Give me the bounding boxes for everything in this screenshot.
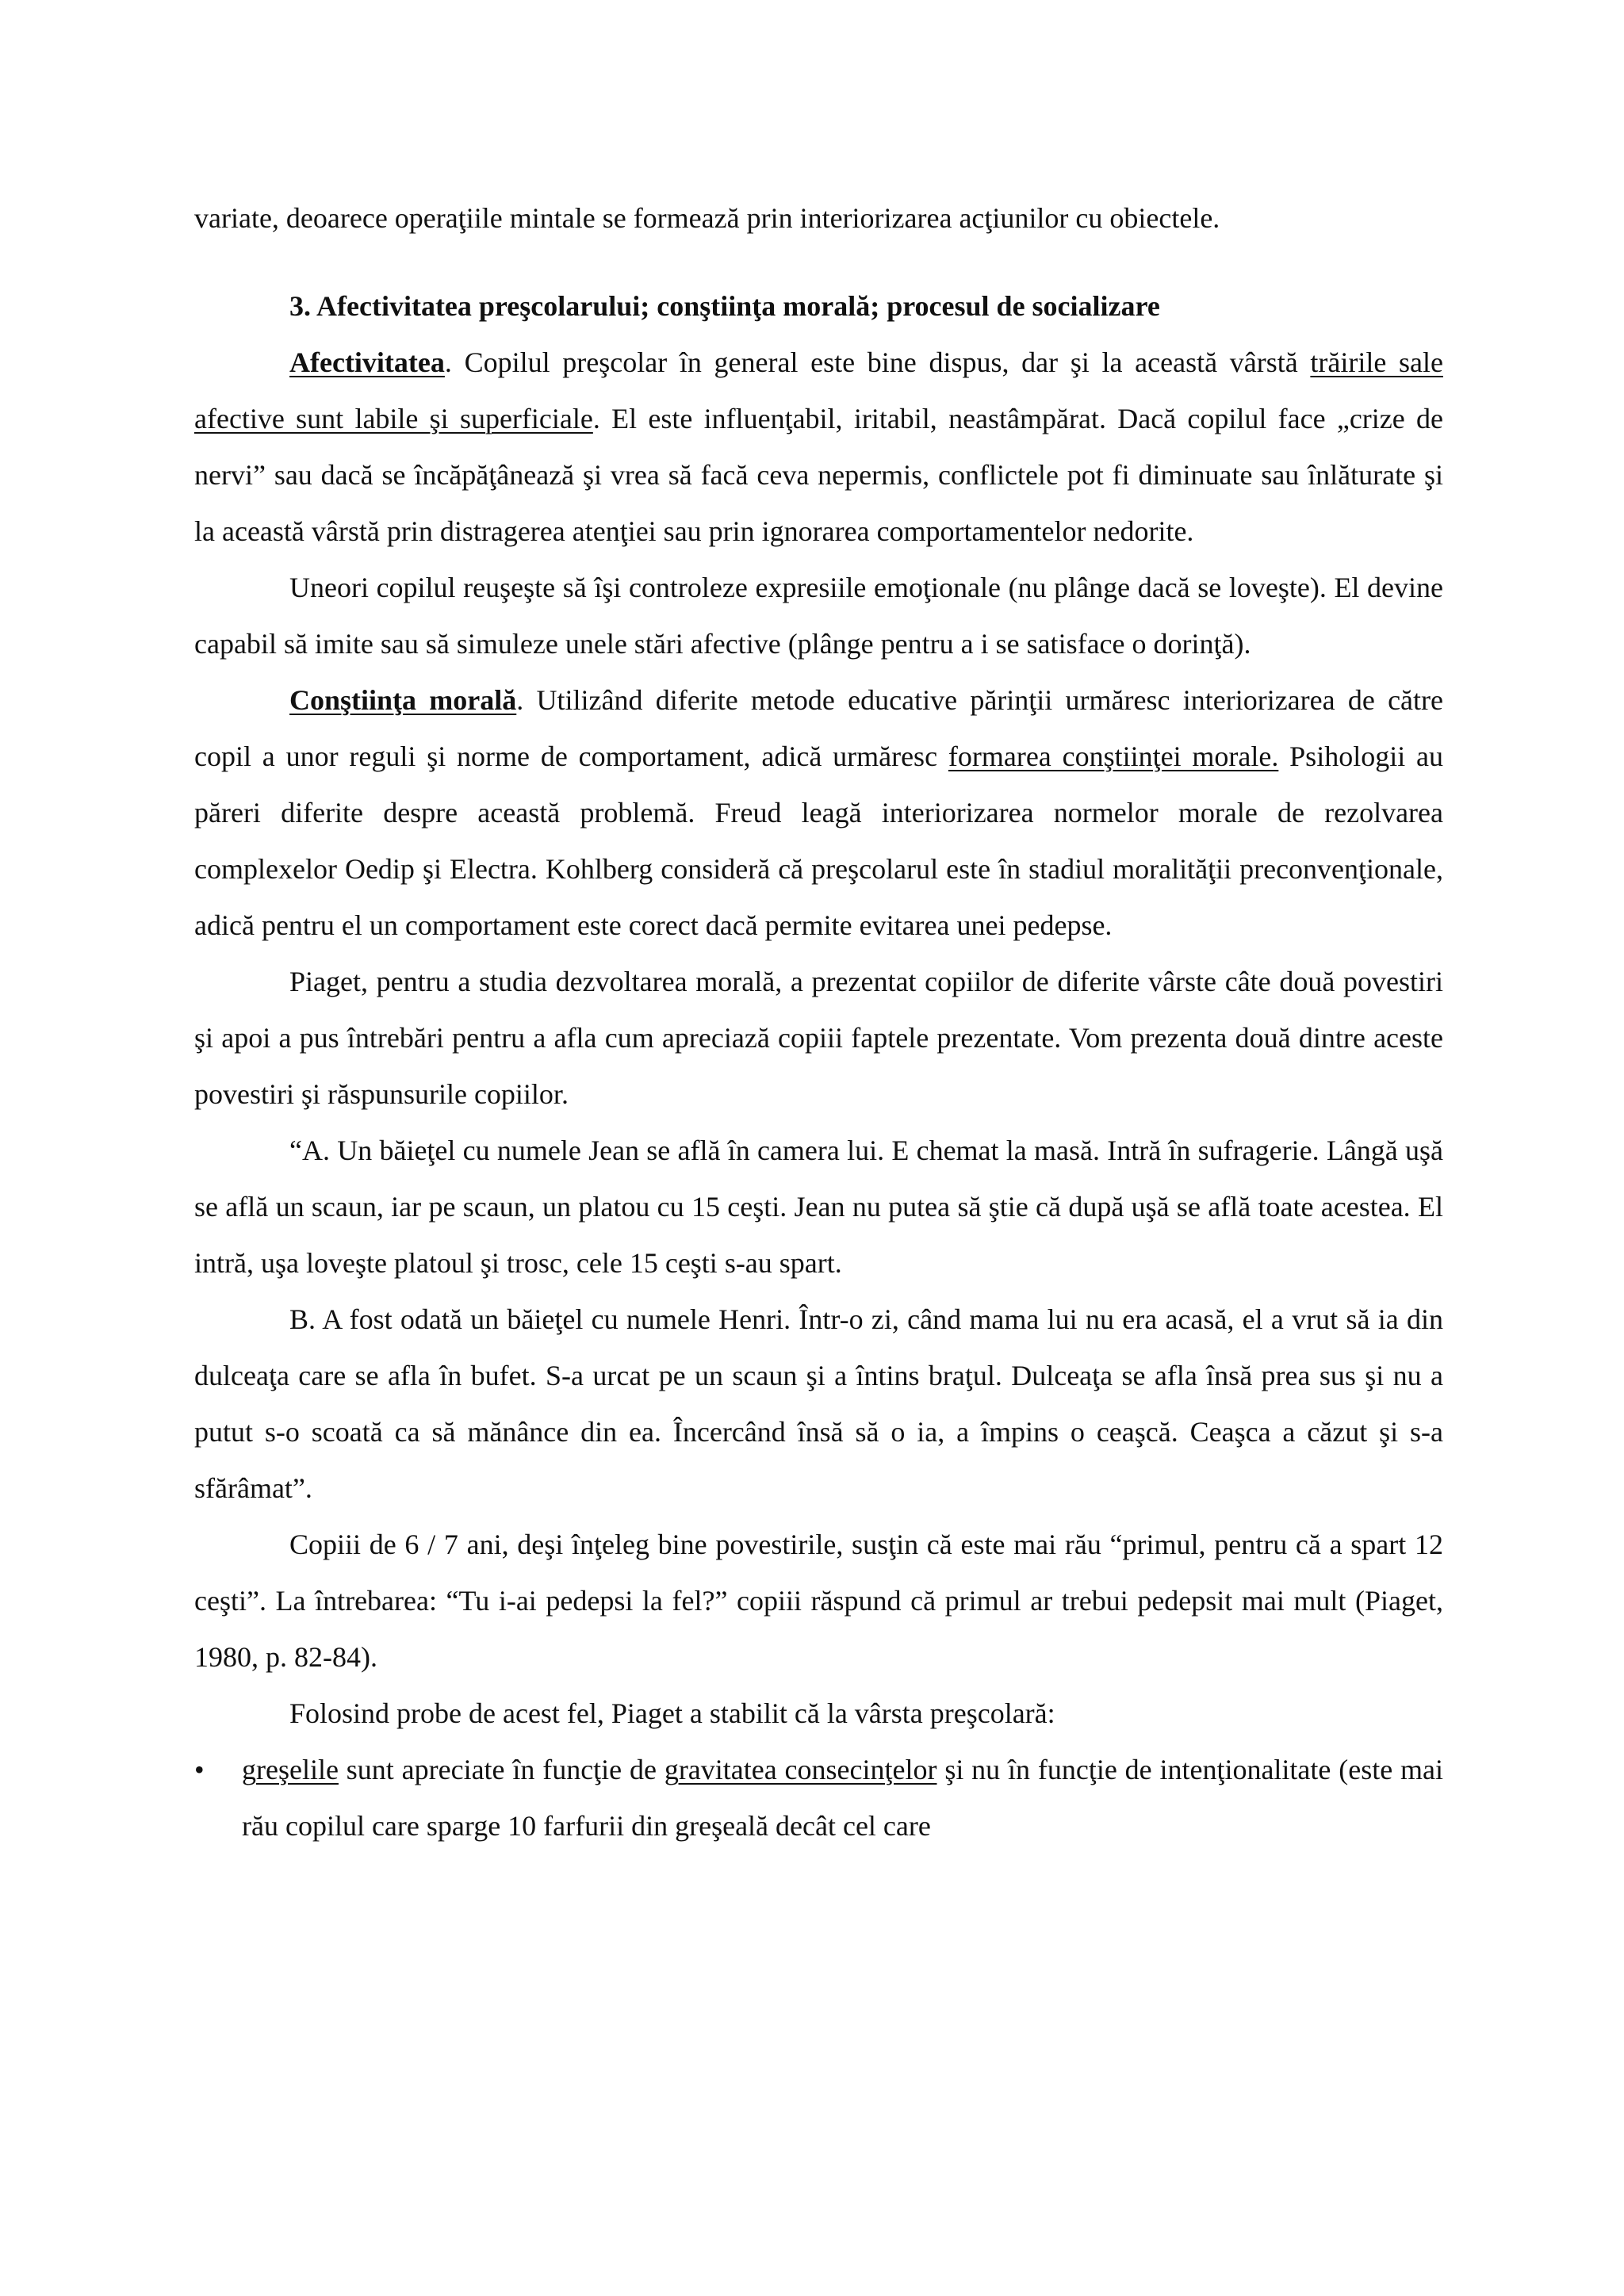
bullet-symbol: • xyxy=(194,1754,205,1785)
term-constiinta-morala: Conştiinţa morală xyxy=(289,684,517,716)
paragraph-children-answers: Copiii de 6 / 7 ani, deşi înţeleg bine povestirile, susţin că este mai rău “primul, pentru că a spart 12 ceşti”. La întrebarea: “Tu i-ai pedepsi la fel?” copiii răspund că primul ar trebui pedepsit mai mult (Piaget, 1980, p. 82-84). xyxy=(194,1529,1443,1673)
paragraph-story-a: “A. Un băieţel cu numele Jean se află în camera lui. E chemat la masă. Intră în sufragerie. Lângă uşă se află un scaun, iar pe scaun, un platou cu 15 ceşti. Jean nu putea să ştie că după uşă se află toate acestea. El intră, uşa loveşte platoul şi trosc, cele 15 ceşti s-au spart. xyxy=(194,1135,1443,1279)
text-span: Psihologii au păreri diferite despre această problemă. Freud leagă interiorizarea normelor morale de rezolvarea complexelor Oedip şi Electra. Kohlberg consideră că preşcolarul este în stadiul moralităţii preconvenţionale, adică pentru el un comportament este corect dacă permite evitarea unei pedepse. xyxy=(194,740,1443,941)
bullet-item xyxy=(194,1742,1443,1854)
paragraph-piaget-conclusion: Folosind probe de acest fel, Piaget a stabilit că la vârsta preşcolară: xyxy=(289,1697,1055,1729)
underlined-phrase: greşelile xyxy=(242,1754,339,1785)
text-span: şi nu în funcţie de intenţionalitate (este mai rău copilul care sparge 10 farfurii din greşeală decât cel care xyxy=(242,1754,1444,1842)
paragraph-emotional-control: Uneori copilul reuşeşte să îşi controleze expresiile emoţionale (nu plânge dacă se loveşte). El devine capabil să imite sau să simuleze unele stări afective (plânge pentru a i se satisface o dorinţă). xyxy=(194,572,1443,660)
bullet-text xyxy=(242,1742,1443,1854)
paragraph-constiinta-morala xyxy=(194,672,1443,954)
paragraph-piaget: Piaget, pentru a studia dezvoltarea morală, a prezentat copiilor de diferite vârste câte două povestiri şi apoi a pus întrebări pentru a afla cum apreciază copiii faptele prezentate. Vom prezenta două dintre aceste povestiri şi răspunsurile copiilor. xyxy=(194,966,1443,1110)
text-span: . El este influenţabil, iritabil, neastâmpărat. Dacă copilul face „crize de nervi” sau dacă se încăpăţânează şi vrea să facă ceva nepermis, conflictele pot fi diminuate sau înlăturate şi la această vârstă prin distragerea atenţiei sau prin ignorarea comportamentelor nedorite. xyxy=(194,403,1443,547)
paragraph-continuation: variate, deoarece operaţiile mintale se formează prin interiorizarea acţiunilor cu obiectele. xyxy=(194,202,1220,234)
paragraph-afectivitatea xyxy=(194,335,1443,560)
underlined-phrase: trăirile sale afective sunt labile şi superficiale xyxy=(194,346,1443,434)
term-afectivitatea: Afectivitatea xyxy=(289,346,445,378)
underlined-phrase: formarea conştiinţei morale. xyxy=(948,740,1279,772)
section-heading: 3. Afectivitatea preşcolarului; conştiinţa morală; procesul de socializare xyxy=(289,290,1160,322)
paragraph-story-b: B. A fost odată un băieţel cu numele Henri. Într-o zi, când mama lui nu era acasă, el a vrut să ia din dulceaţa care se afla în bufet. S-a urcat pe un scaun şi a întins braţul. Dulceaţa se afla însă prea sus şi nu a putut s-o scoată ca să mănânce din ea. Încercând însă să o ia, a împins o ceaşcă. Ceaşca a căzut şi s-a sfărâmat”. xyxy=(194,1303,1443,1504)
underlined-phrase: gravitatea consecinţelor xyxy=(664,1754,937,1785)
text-span: sunt apreciate în funcţie de xyxy=(338,1754,665,1785)
text-span: . Copilul preşcolar în general este bine dispus, dar şi la această vârstă xyxy=(444,346,1311,378)
text-span: . Utilizând diferite metode educative părinţii urmăresc interiorizarea de către copil a unor reguli şi norme de comportament, adică urmăresc xyxy=(194,684,1444,772)
